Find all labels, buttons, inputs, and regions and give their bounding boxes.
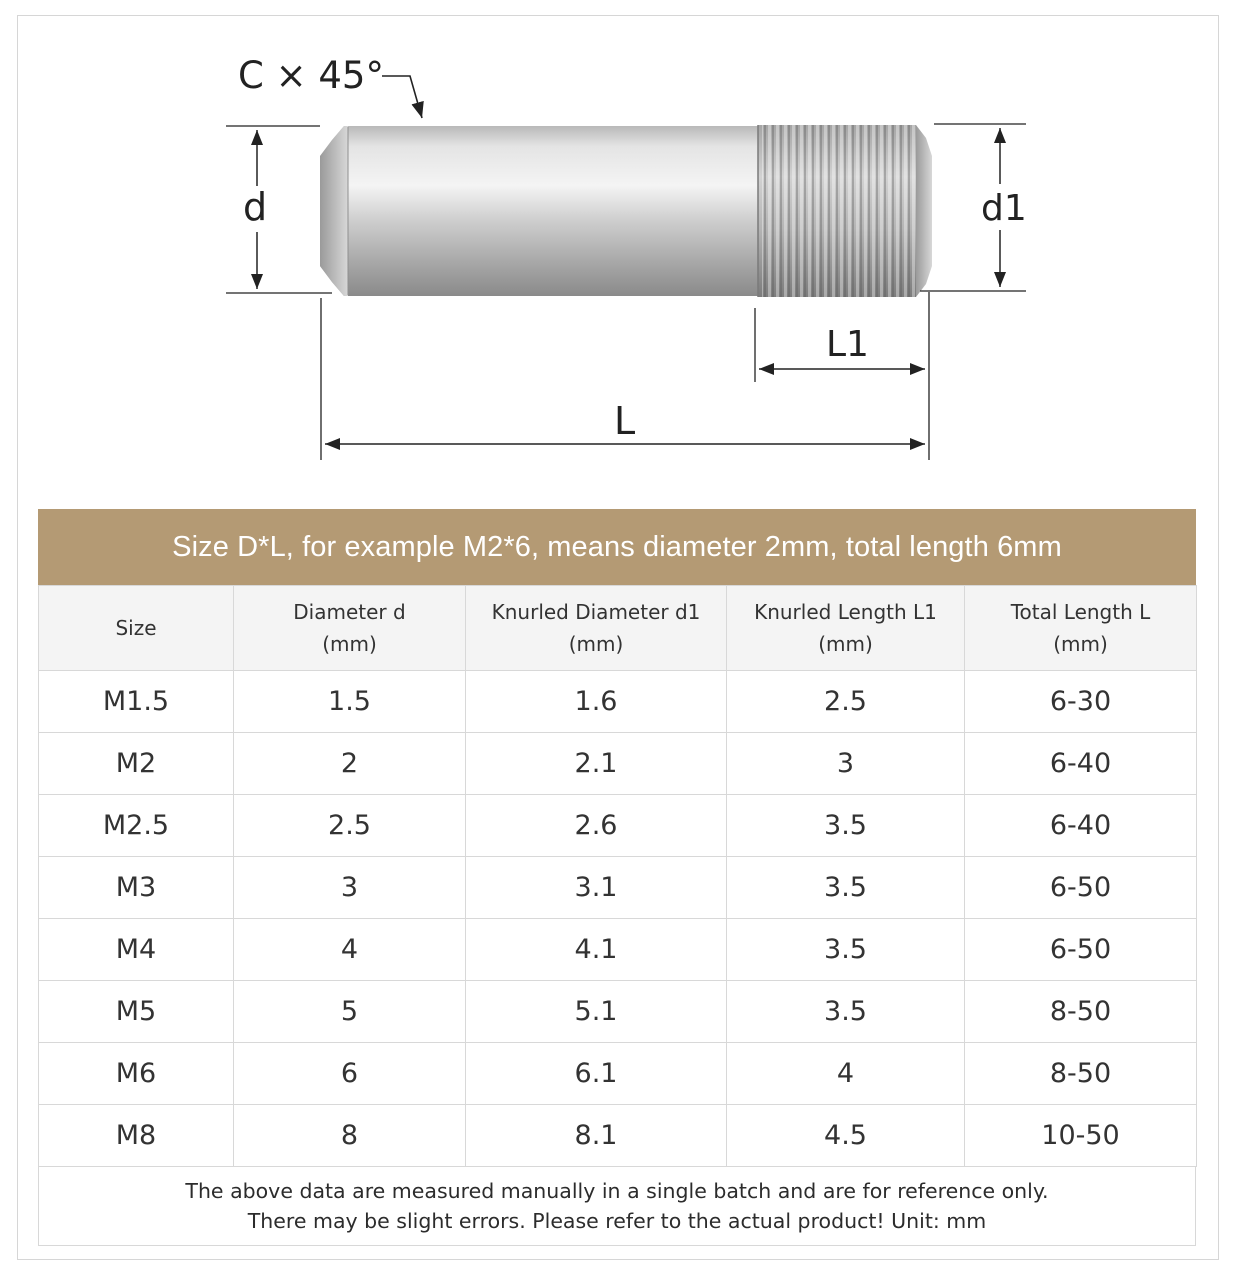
table-cell: M3 [39,857,234,919]
table-row [39,795,1197,857]
table-cell: 1.6 [466,671,727,733]
table-cell: M6 [39,1043,234,1105]
table-cell: 4 [727,1043,965,1105]
table-cell: 2 [234,733,466,795]
column-header-unit: (mm) [568,632,624,656]
column-header-label: Diameter d [293,600,406,624]
table-cell: M1.5 [39,671,234,733]
table-row [39,671,1197,733]
table-cell: 4 [234,919,466,981]
column-header-unit: (mm) [322,632,377,656]
table-body [39,671,1197,1167]
column-header-label: Knurled Diameter d1 [491,600,701,624]
d-label: d [243,185,268,229]
table-cell: 10-50 [965,1105,1197,1167]
table-cell: 2.1 [466,733,727,795]
table-cell: 6-40 [965,733,1197,795]
note-line-2: There may be slight errors. Please refer to the actual product! Unit: mm [247,1209,987,1233]
size-table [38,585,1197,1167]
column-header [727,586,965,671]
table-cell: 2.5 [234,795,466,857]
table-cell: M5 [39,981,234,1043]
table-row [39,733,1197,795]
table-cell: 6.1 [466,1043,727,1105]
column-header-label: Size [115,616,157,640]
column-header-unit: (mm) [818,632,873,656]
note-line-1: The above data are measured manually in a single batch and are for reference only. [185,1179,1049,1203]
table-cell: 4.1 [466,919,727,981]
table-cell: 3.5 [727,857,965,919]
column-header-unit: (mm) [1053,632,1108,656]
table-cell: M4 [39,919,234,981]
table-cell: M2.5 [39,795,234,857]
table-row [39,1105,1197,1167]
table-cell: 8-50 [965,1043,1197,1105]
column-header [234,586,466,671]
column-header [466,586,727,671]
dimension-l [321,298,925,460]
table-cell: 3.5 [727,981,965,1043]
table-cell: 3.5 [727,795,965,857]
table-cell: 4.5 [727,1105,965,1167]
table-cell: 2.6 [466,795,727,857]
column-header-label: Knurled Length L1 [754,600,937,624]
disclaimer-note [38,1167,1196,1246]
table-cell: M8 [39,1105,234,1167]
table-cell: 6-50 [965,857,1197,919]
chamfer-label: C × 45° [238,54,384,97]
table-cell: 1.5 [234,671,466,733]
column-header [965,586,1197,671]
column-header-label: Total Length L [1010,600,1151,624]
table-cell: 3.1 [466,857,727,919]
d1-label: d1 [981,188,1027,229]
table-header-row [39,586,1197,671]
dimension-d1 [920,124,1027,291]
size-table-section [38,509,1196,1246]
table-cell: 6-50 [965,919,1197,981]
table-cell: 5.1 [466,981,727,1043]
table-cell: 8.1 [466,1105,727,1167]
table-cell: M2 [39,733,234,795]
l1-label: L1 [826,324,869,365]
table-row [39,1043,1197,1105]
table-cell: 2.5 [727,671,965,733]
table-cell: 3 [727,733,965,795]
table-cell: 5 [234,981,466,1043]
table-row [39,857,1197,919]
table-row [39,919,1197,981]
dimension-d [226,126,332,293]
table-row [39,981,1197,1043]
column-header [39,586,234,671]
table-cell: 3.5 [727,919,965,981]
table-cell: 6 [234,1043,466,1105]
table-cell: 6-40 [965,795,1197,857]
dimension-l1 [755,292,929,460]
table-cell: 6-30 [965,671,1197,733]
dowel-pin-image [320,125,932,297]
pin-dimension-drawing [0,0,1236,500]
size-banner: Size D*L, for example M2*6, means diameter 2mm, total length 6mm [38,509,1196,585]
table-cell: 8 [234,1105,466,1167]
table-cell: 8-50 [965,981,1197,1043]
table-cell: 3 [234,857,466,919]
l-label: L [614,399,636,443]
chamfer-leader [382,76,422,118]
